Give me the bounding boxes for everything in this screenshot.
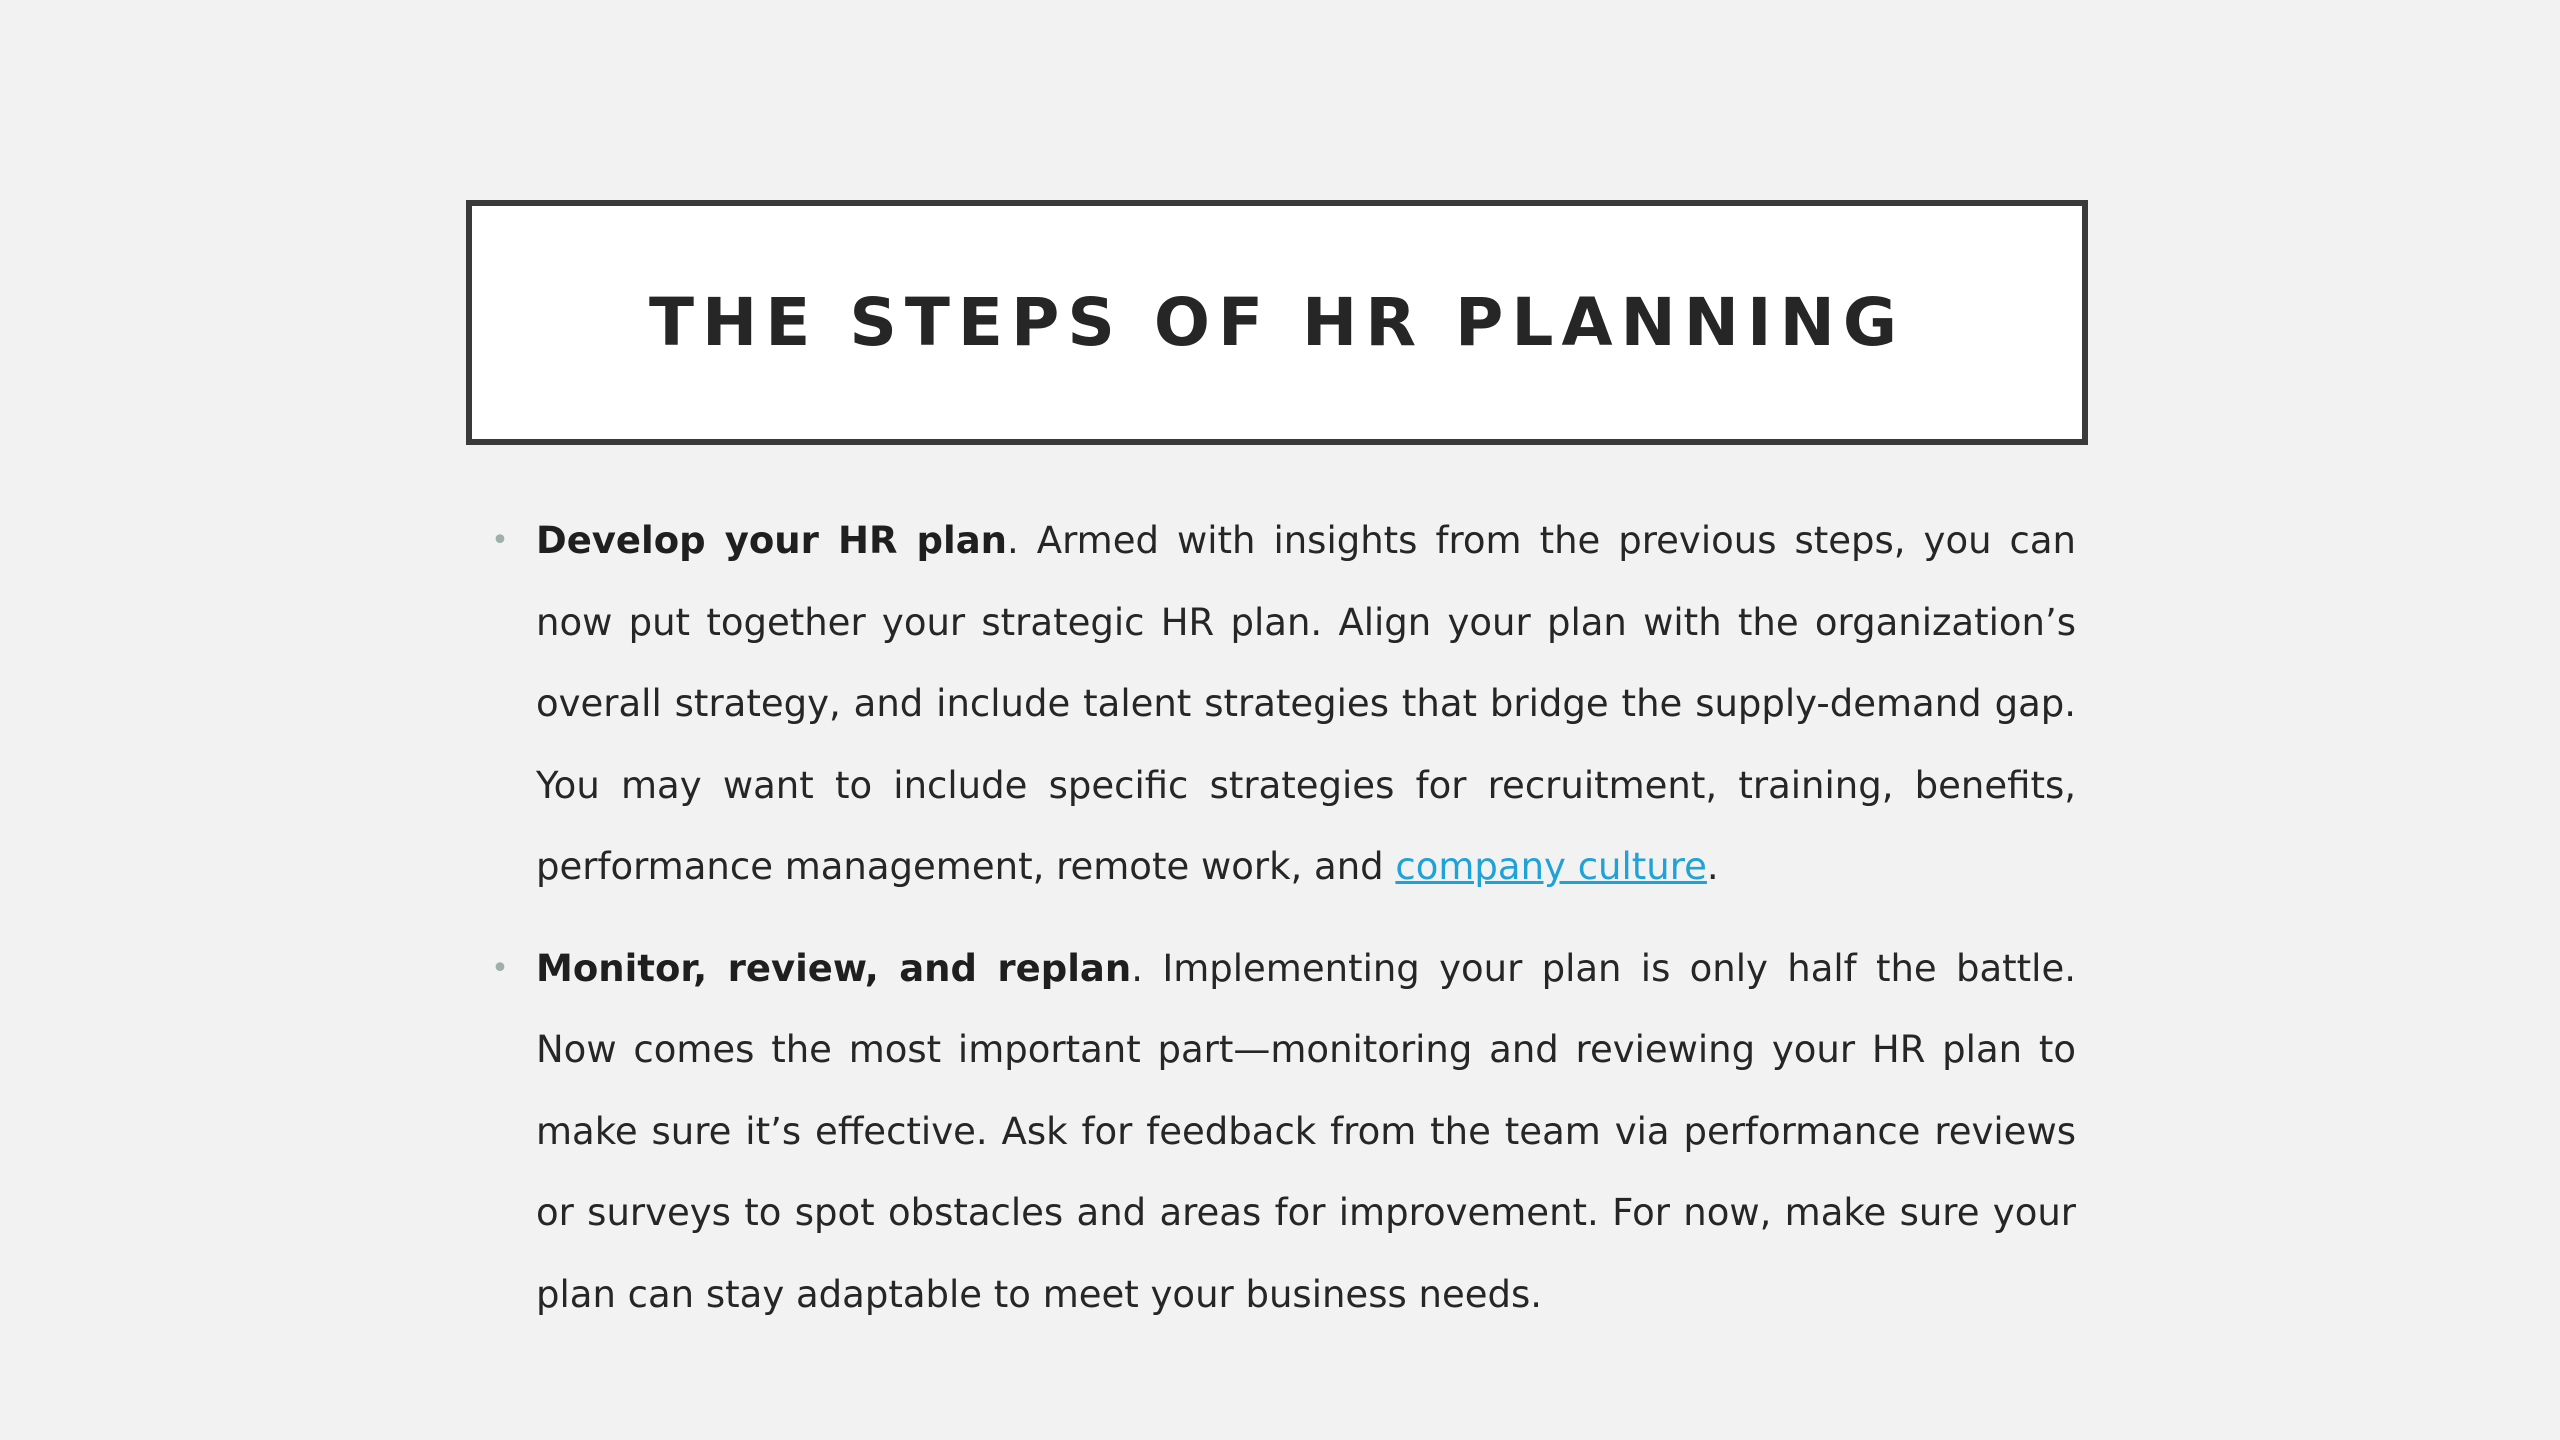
bullet-list <box>486 500 2076 1355</box>
bullet-text: . Armed with insights from the previous steps, you can now put together your strategic HR plan. Align your plan with the organization’s overall strategy, and include talent strategies that bridge the supply-demand gap. You may want to include specific strategies for recruitment, training, benefits, performance management, remote work, and <box>536 519 2076 888</box>
bullet-dot-icon: • <box>491 523 509 558</box>
company-culture-link[interactable]: company culture <box>1395 845 1707 888</box>
slide-title: THE STEPS OF HR PLANNING <box>649 284 1905 361</box>
bullet-text: . Implementing your plan is only half the battle. Now comes the most important part—monitoring and reviewing your HR plan to make sure it’s effective. Ask for feedback from the team via performance reviews or surveys to spot obstacles and areas for improvement. For now, make sure your plan can stay adaptable to meet your business needs. <box>536 946 2076 1316</box>
bullet-lead: Develop your HR plan <box>536 519 1008 562</box>
bullet-item-develop-plan <box>486 500 2076 908</box>
bullet-lead: Monitor, review, and replan <box>536 946 1132 990</box>
bullet-tail: . <box>1706 845 1719 888</box>
bullet-item-monitor-review <box>486 928 2076 1336</box>
title-box <box>466 200 2088 445</box>
bullet-dot-icon: • <box>491 950 509 986</box>
